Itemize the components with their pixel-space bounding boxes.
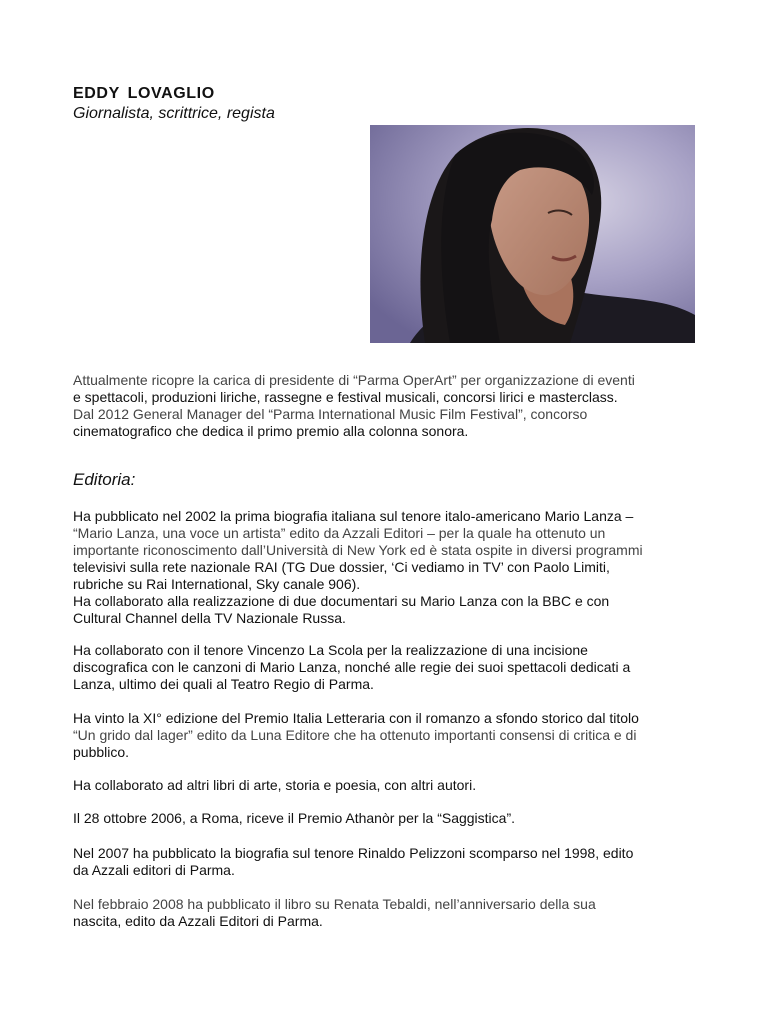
paragraph-3: [73, 710, 695, 761]
text-line: “Mario Lanza, una voce un artista” edito da Azzali Editori – per la quale ha ottenuto un: [73, 525, 606, 541]
intro-line: cinematografico che dedica il primo premio alla colonna sonora.: [73, 423, 469, 439]
intro-line: Attualmente ricopre la carica di presidente di “Parma OperArt” per organizzazione di eventi: [73, 372, 635, 388]
text-line: Lanza, ultimo dei quali al Teatro Regio di Parma.: [73, 676, 374, 692]
paragraph-7: [73, 896, 695, 930]
text-line: “Un grido dal lager” edito da Luna Editore che ha ottenuto importanti consensi di critica e di: [73, 727, 637, 743]
paragraph-1: [73, 508, 695, 627]
intro-line: e spettacoli, produzioni liriche, rassegne e festival musicali, concorsi lirici e masterclass.: [73, 389, 618, 405]
paragraph-2: [73, 642, 695, 693]
section-heading: Editoria:: [73, 470, 136, 489]
text-line: Nel febbraio 2008 ha pubblicato il libro su Renata Tebaldi, nell’anniversario della sua: [73, 896, 596, 912]
text-line: rubriche su Rai International, Sky canale 906).: [73, 576, 361, 592]
author-role: Giornalista, scrittrice, regista: [73, 105, 275, 122]
intro-line: Dal 2012 General Manager del “Parma International Music Film Festival”, concorso: [73, 406, 588, 422]
text-line: Nel 2007 ha pubblicato la biografia sul tenore Rinaldo Pelizzoni scomparso nel 1998, edito: [73, 845, 634, 861]
intro-block: [73, 372, 695, 440]
text-line: Il 28 ottobre 2006, a Roma, riceve il Premio Athanòr per la “Saggistica”.: [73, 810, 515, 826]
text-line: Ha collaborato con il tenore Vincenzo La Scola per la realizzazione di una incisione: [73, 642, 588, 658]
portrait-photo: [370, 125, 695, 343]
text-line: pubblico.: [73, 744, 130, 760]
text-line: Ha collaborato ad altri libri di arte, storia e poesia, con altri autori.: [73, 777, 477, 793]
text-line: Cultural Channel della TV Nazionale Russa.: [73, 610, 346, 626]
portrait-icon: [370, 125, 695, 343]
text-line: Ha collaborato alla realizzazione di due documentari su Mario Lanza con la BBC e con: [73, 593, 610, 609]
author-name: EDDY LOVAGLIO: [73, 85, 215, 102]
paragraph-6: [73, 845, 695, 879]
text-line: da Azzali editori di Parma.: [73, 862, 235, 878]
text-line: importante riconoscimento dall’Università di New York ed è stata ospite in diversi programmi: [73, 542, 643, 558]
paragraph-4: [73, 777, 695, 794]
paragraph-5: [73, 810, 695, 827]
text-line: nascita, edito da Azzali Editori di Parma.: [73, 913, 323, 929]
text-line: Ha vinto la XI° edizione del Premio Italia Letteraria con il romanzo a sfondo storico dal titolo: [73, 710, 639, 726]
text-line: discografica con le canzoni di Mario Lanza, nonché alle regie dei suoi spettacoli dedicati a: [73, 659, 631, 675]
text-line: televisivi sulla rete nazionale RAI (TG Due dossier, ‘Ci vediamo in TV’ con Paolo Limiti,: [73, 559, 610, 575]
text-line: Ha pubblicato nel 2002 la prima biografia italiana sul tenore italo-americano Mario Lanza –: [73, 508, 634, 524]
